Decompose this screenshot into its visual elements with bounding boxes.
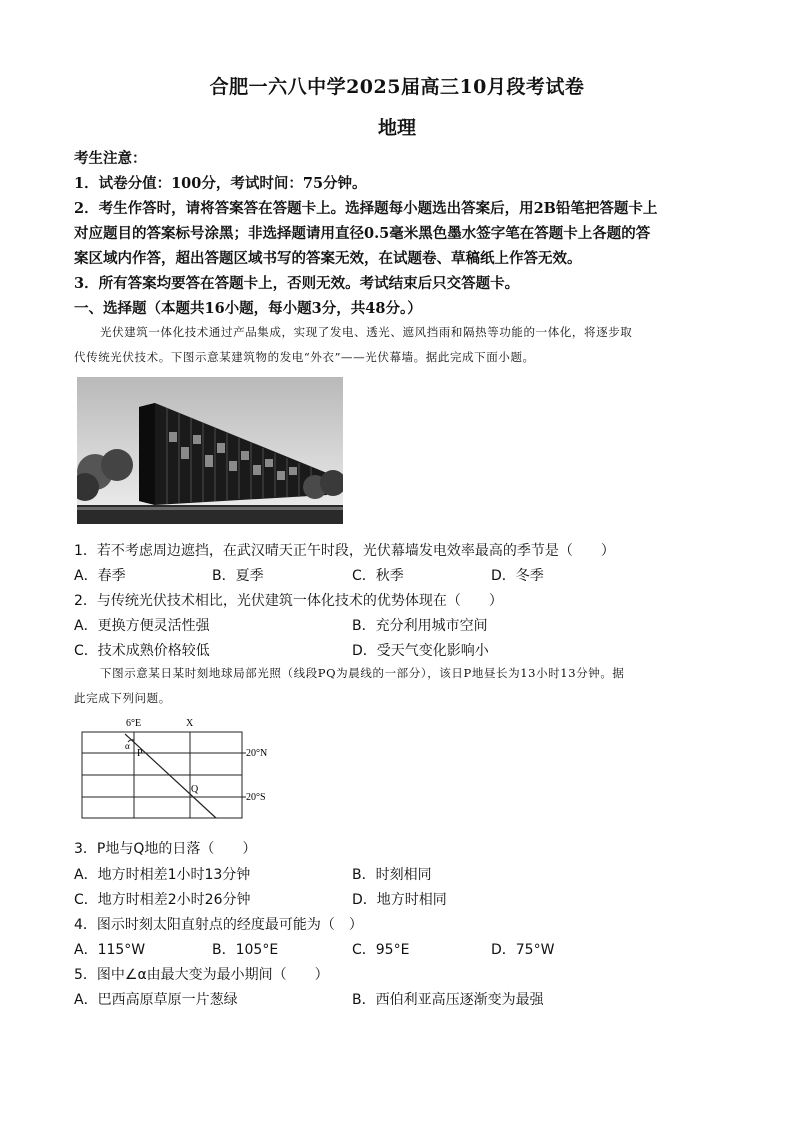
q4-option-d[interactable]: D．75°W — [491, 942, 555, 958]
q1-option-b[interactable]: B．夏季 — [212, 568, 264, 584]
notice-item: 1．试卷分值：100分，考试时间：75分钟。 — [74, 175, 367, 192]
q2-option-c[interactable]: C．技术成熟价格较低 — [74, 643, 210, 659]
subject-title: 地理 — [377, 117, 416, 139]
question-5-stem: 5．图中∠α由最大变为最小期间（ ） — [74, 967, 329, 983]
q3-option-d[interactable]: D．地方时相同 — [352, 892, 447, 908]
q1-option-c[interactable]: C．秋季 — [352, 568, 404, 584]
q5-option-b[interactable]: B．西伯利亚高压逐渐变为最强 — [352, 992, 544, 1008]
passage-text: 下图示意某日某时刻地球局部光照（线段PQ为晨线的一部分），该日P地昼长为13小时13分钟。据 — [100, 666, 625, 680]
question-4-stem: 4．图示时刻太阳直射点的经度最可能为（ ） — [74, 917, 363, 933]
section-heading: 一、选择题（本题共16小题，每小题3分，共48分。） — [74, 300, 422, 317]
illumination-diagram — [78, 716, 288, 828]
q1-option-a[interactable]: A．春季 — [74, 568, 126, 584]
q3-option-c[interactable]: C．地方时相差2小时26分钟 — [74, 892, 251, 908]
q2-option-a[interactable]: A．更换方便灵活性强 — [74, 618, 210, 634]
q3-option-a[interactable]: A．地方时相差1小时13分钟 — [74, 867, 251, 883]
alpha-label: α — [125, 741, 130, 751]
question-2-stem: 2．与传统光伏技术相比，光伏建筑一体化技术的优势体现在（ ） — [74, 593, 503, 609]
latitude-north-label: 20°N — [246, 748, 268, 759]
passage-text: 光伏建筑一体化技术通过产品集成，实现了发电、透光、遮风挡雨和隔热等功能的一体化，将逐步取 — [100, 325, 633, 339]
page-title: 合肥一六八中学2025届高三10月段考试卷 — [209, 76, 585, 98]
question-3-stem: 3．P地与Q地的日落（ ） — [74, 841, 257, 857]
passage-text: 此完成下列问题。 — [74, 691, 171, 705]
notice-item: 对应题目的答案标号涂黑；非选择题请用直径0.5毫米黑色墨水签字笔在答题卡上各题的答 — [74, 225, 651, 242]
point-q-label: Q — [191, 784, 199, 795]
longitude-label: 6°E — [126, 718, 142, 729]
q4-option-b[interactable]: B．105°E — [212, 942, 279, 958]
q4-option-c[interactable]: C．95°E — [352, 942, 410, 958]
q2-option-b[interactable]: B．充分利用城市空间 — [352, 618, 488, 634]
passage-text: 代传统光伏技术。下图示意某建筑物的发电“外衣”——光伏幕墙。据此完成下面小题。 — [74, 350, 535, 364]
q5-option-a[interactable]: A．巴西高原草原一片葱绿 — [74, 992, 238, 1008]
notice-item: 3．所有答案均要答在答题卡上，否则无效。考试结束后只交答题卡。 — [74, 275, 520, 292]
photovoltaic-curtain-wall-photo — [77, 377, 343, 524]
q2-option-d[interactable]: D．受天气变化影响小 — [352, 643, 489, 659]
question-1-stem: 1．若不考虑周边遮挡，在武汉晴天正午时段，光伏幕墙发电效率最高的季节是（ ） — [74, 543, 615, 559]
notice-heading: 考生注意： — [74, 150, 147, 167]
latitude-south-label: 20°S — [246, 792, 266, 803]
notice-item: 2．考生作答时，请将答案答在答题卡上。选择题每小题选出答案后，用2B铅笔把答题卡上 — [74, 200, 658, 217]
q4-option-a[interactable]: A．115°W — [74, 942, 146, 958]
q1-option-d[interactable]: D．冬季 — [491, 568, 544, 584]
x-label: X — [186, 718, 194, 729]
point-p-label: P — [137, 748, 143, 759]
notice-item: 案区域内作答，超出答题区域书写的答案无效，在试题卷、草稿纸上作答无效。 — [74, 250, 582, 267]
q3-option-b[interactable]: B．时刻相同 — [352, 867, 432, 883]
